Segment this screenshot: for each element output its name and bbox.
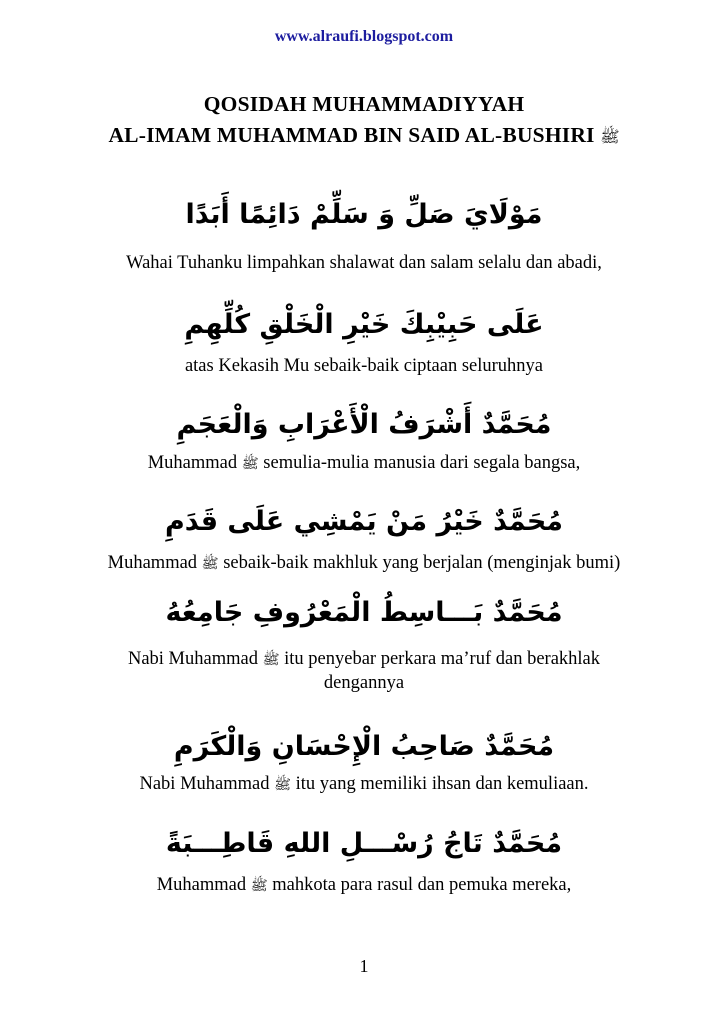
saw-symbol: ﷺ bbox=[274, 777, 292, 793]
translation-7 bbox=[0, 873, 728, 898]
translation-6 bbox=[0, 772, 728, 797]
translation-4-after: sebaik-baik makhluk yang berjalan (menginjak bumi) bbox=[223, 553, 621, 573]
saw-symbol: ﷺ bbox=[241, 456, 259, 472]
translation-6-before: Nabi Muhammad bbox=[139, 774, 270, 794]
translation-3-after: semulia-mulia manusia dari segala bangsa, bbox=[263, 453, 581, 473]
translation-4 bbox=[0, 551, 728, 576]
translation-3-before: Muhammad bbox=[147, 453, 238, 473]
translation-5-line-2: dengannya bbox=[323, 673, 405, 693]
blog-url: www.alraufi.blogspot.com bbox=[274, 28, 454, 45]
arabic-verse-6: مُحَمَّدٌ صَاحِبُ الْإِحْسَانِ وَالْكَرَمِ bbox=[173, 731, 555, 762]
translation-5-before: Nabi Muhammad bbox=[127, 649, 258, 669]
translation-3 bbox=[0, 451, 728, 476]
saw-symbol: ﷺ bbox=[201, 556, 219, 572]
translation-7-after: mahkota para rasul dan pemuka mereka, bbox=[272, 875, 572, 895]
saw-symbol: ﷺ bbox=[250, 878, 268, 894]
arabic-verse-5: مُحَمَّدٌ بَـــاسِطُ الْمَعْرُوفِ جَامِعُهُ bbox=[165, 597, 563, 628]
arabic-verse-7: مُحَمَّدٌ تَاجُ رُسْـــلِ اللهِ قَاطِـــبَةً bbox=[165, 828, 563, 859]
arabic-verse-1: مَوْلَايَ صَلِّ وَ سَلِّمْ دَائِمًا أَبَدًا bbox=[185, 199, 543, 230]
title-line-2 bbox=[0, 123, 728, 150]
title-line-1: QOSIDAH MUHAMMADIYYAH bbox=[203, 92, 525, 116]
page-number: 1 bbox=[359, 956, 369, 976]
title-line-2-text: AL-IMAM MUHAMMAD BIN SAID AL-BUSHIRI bbox=[108, 123, 595, 147]
translation-5-after: itu penyebar perkara ma’ruf dan berakhlak bbox=[284, 649, 601, 669]
arabic-verse-2: عَلَى حَبِيْبِكَ خَيْرِ الْخَلْقِ كُلِّهِمِ bbox=[184, 309, 544, 340]
arabic-verse-3: مُحَمَّدٌ أَشْرَفُ الْأَعْرَابِ وَالْعَجَمِ bbox=[176, 409, 552, 440]
translation-4-before: Muhammad bbox=[107, 553, 198, 573]
arabic-verse-4: مُحَمَّدٌ خَيْرُ مَنْ يَمْشِي عَلَى قَدَمِ bbox=[164, 506, 564, 537]
translation-5 bbox=[0, 647, 728, 672]
saw-symbol: ﷺ bbox=[262, 652, 280, 668]
translation-6-after: itu yang memiliki ihsan dan kemuliaan. bbox=[295, 774, 589, 794]
translation-2: atas Kekasih Mu sebaik-baik ciptaan seluruhnya bbox=[184, 356, 544, 376]
translation-1: Wahai Tuhanku limpahkan shalawat dan salam selalu dan abadi, bbox=[126, 253, 602, 273]
honorific-symbol: ﷺ bbox=[600, 127, 620, 146]
translation-7-before: Muhammad bbox=[156, 875, 247, 895]
